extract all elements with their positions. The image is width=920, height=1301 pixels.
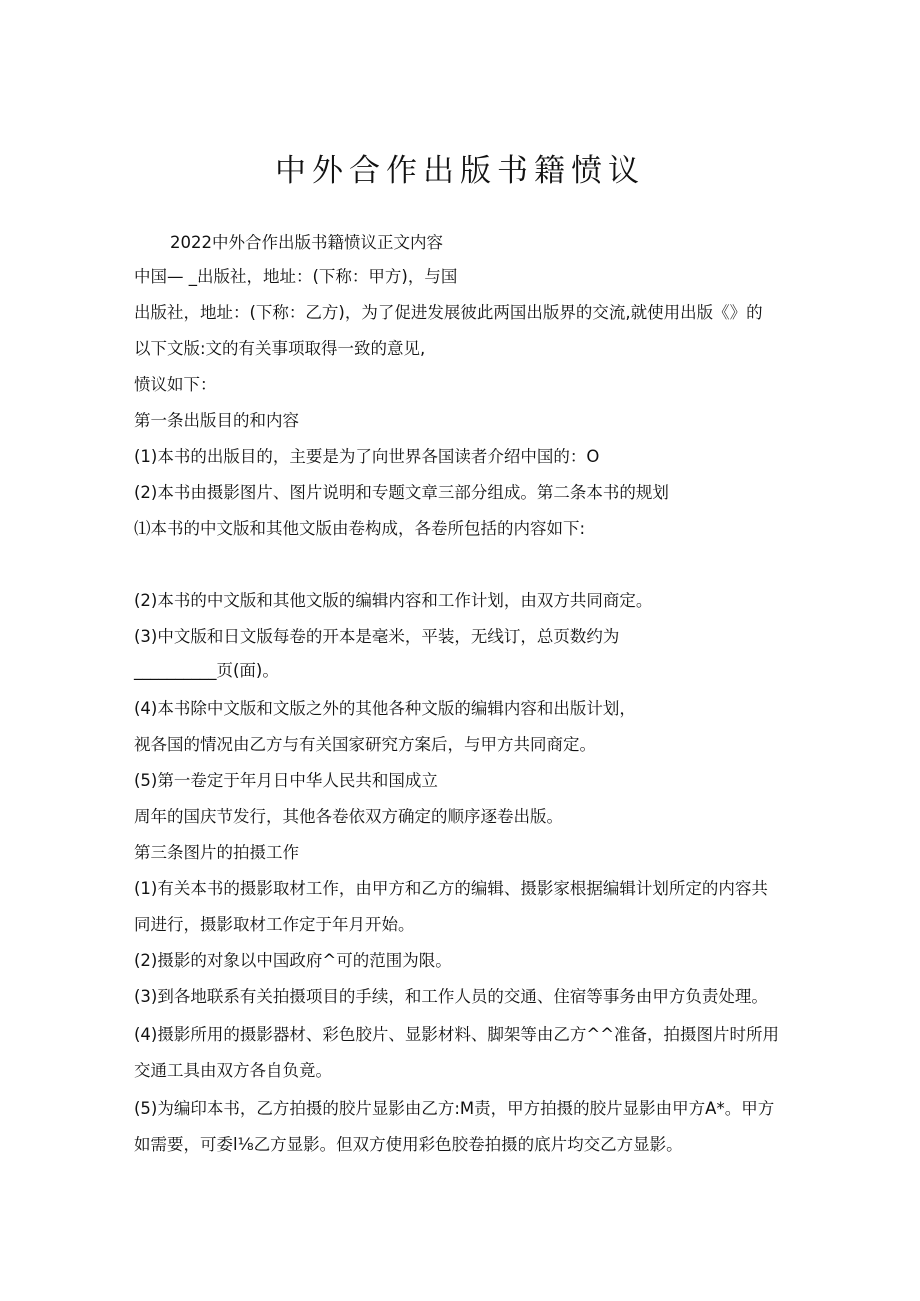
text-line: 视各国的情况由乙方与有关国家研究方案后，与甲方共同商定。	[134, 735, 596, 754]
text-line: ⑴本书的中文版和其他文版由卷构成，各卷所包括的内容如下:	[134, 519, 586, 538]
text-line: (1)有关本书的摄影取材工作，由甲方和乙方的编辑、摄影家根据编辑计划所定的内容共	[134, 879, 768, 898]
text-line: 中国— _出版社，地址：(下称：甲方)，与国	[134, 267, 458, 286]
text-line: 愤议如下：	[134, 375, 217, 394]
text-line: 交通工具由双方各自负竟。	[134, 1061, 332, 1080]
text-line: (5)为编印本书，乙方拍摄的胶片显影由乙方:M责，甲方拍摄的胶片显影由甲方A*。甲方	[134, 1099, 775, 1118]
text-line: 出版社，地址：(下称：乙方)，为了促进发展彼此两国出版界的交流,就使用出版《》的	[134, 303, 763, 322]
text-line: (1)本书的出版目的，主要是为了向世界各国读者介绍中国的：O	[134, 447, 600, 466]
document-title: 中外合作出版书籍愤议	[275, 153, 645, 189]
text-line: 如需要，可委l⅛乙方显影。但双方使用彩色胶卷拍摄的底片均交乙方显影。	[134, 1135, 683, 1154]
section-heading: 第三条图片的拍摄工作	[134, 843, 299, 862]
text-line: (2)本书的中文版和其他文版的编辑内容和工作计划，由双方共同商定。	[134, 591, 653, 610]
text-line: 周年的国庆节发行，其他各卷依双方确定的顺序逐卷出版。	[134, 807, 563, 826]
section-heading: 第一条出版目的和内容	[134, 411, 299, 430]
text-line: (3)中文版和日文版每卷的开本是毫米，平装，无线订，总页数约为	[134, 627, 620, 646]
text-line: (4)本书除中文版和文版之外的其他各种文版的编辑内容和出版计划，	[134, 699, 636, 718]
text-line: (3)到各地联系有关拍摄项目的手续，和工作人员的交通、住宿等事务由甲方负责处理。	[134, 987, 768, 1006]
text-line: (2)本书由摄影图片、图片说明和专题文章三部分组成。第二条本书的规划	[134, 483, 669, 502]
text-line: (5)第一卷定于年月日中华人民共和国成立	[134, 771, 438, 790]
text-line: __________页(面)。	[134, 661, 279, 680]
text-line: (2)摄影的对象以中国政府^可的范围为限。	[134, 951, 452, 970]
text-line: 同进行，摄影取材工作定于年月开始。	[134, 915, 415, 934]
subtitle-line: 2022中外合作出版书籍愤议正文内容	[170, 233, 443, 252]
text-line: (4)摄影所用的摄影器材、彩色胶片、显影材料、脚架等由乙方^^准备，拍摄图片时所用	[134, 1025, 780, 1044]
text-line: 以下文版:文的有关事项取得一致的意见,	[134, 339, 426, 358]
